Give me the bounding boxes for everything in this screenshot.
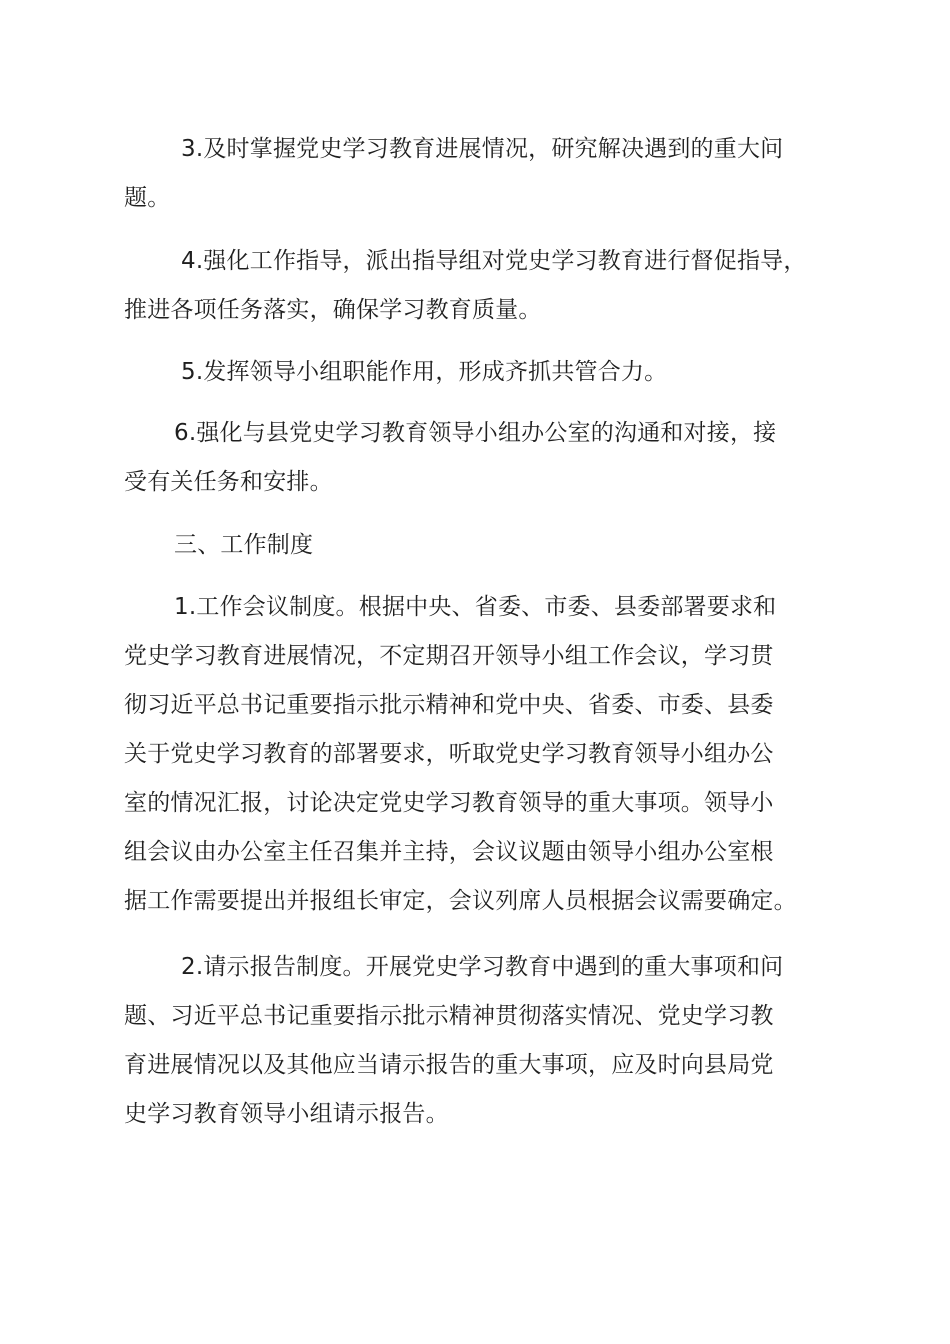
- section-heading: [124, 521, 844, 570]
- text-line: 育进展情况以及其他应当请示报告的重大事项，应及时向县局党: [124, 1052, 774, 1078]
- text-line: 5.发挥领导小组职能作用，形成齐抓共管合力。: [181, 359, 668, 385]
- text-line: 据工作需要提出并报组长审定，会议列席人员根据会议需要确定。: [124, 888, 797, 914]
- paragraph-item-3: [124, 125, 844, 223]
- text-line: 受有关任务和安排。: [124, 469, 333, 495]
- text-line: 关于党史学习教育的部署要求，听取党史学习教育领导小组办公: [124, 741, 774, 767]
- paragraph-rule-1: [124, 583, 844, 926]
- text-line: 彻习近平总书记重要指示批示精神和党中央、省委、市委、县委: [124, 692, 774, 718]
- text-line: 3.及时掌握党史学习教育进展情况，研究解决遇到的重大问: [181, 136, 784, 162]
- text-line: 推进各项任务落实，确保学习教育质量。: [124, 297, 542, 323]
- text-line: 1.工作会议制度。根据中央、省委、市委、县委部署要求和: [174, 594, 777, 620]
- text-line: 组会议由办公室主任召集并主持，会议议题由领导小组办公室根: [124, 839, 774, 865]
- text-line: 4.强化工作指导，派出指导组对党史学习教育进行督促指导，: [181, 248, 807, 274]
- text-line: 史学习教育领导小组请示报告。: [124, 1101, 449, 1127]
- paragraph-rule-2: [124, 943, 844, 1139]
- paragraph-item-4: [124, 237, 844, 335]
- paragraph-item-6: [124, 409, 844, 507]
- text-line: 2.请示报告制度。开展党史学习教育中遇到的重大事项和问: [181, 954, 784, 980]
- text-line: 室的情况汇报，讨论决定党史学习教育领导的重大事项。领导小: [124, 790, 774, 816]
- text-line: 题。: [124, 185, 171, 211]
- text-line: 题、习近平总书记重要指示批示精神贯彻落实情况、党史学习教: [124, 1003, 774, 1029]
- paragraph-item-5: [124, 348, 844, 397]
- section-title: 三、工作制度: [174, 532, 314, 558]
- text-line: 6.强化与县党史学习教育领导小组办公室的沟通和对接，接: [174, 420, 777, 446]
- text-line: 党史学习教育进展情况，不定期召开领导小组工作会议，学习贯: [124, 643, 774, 669]
